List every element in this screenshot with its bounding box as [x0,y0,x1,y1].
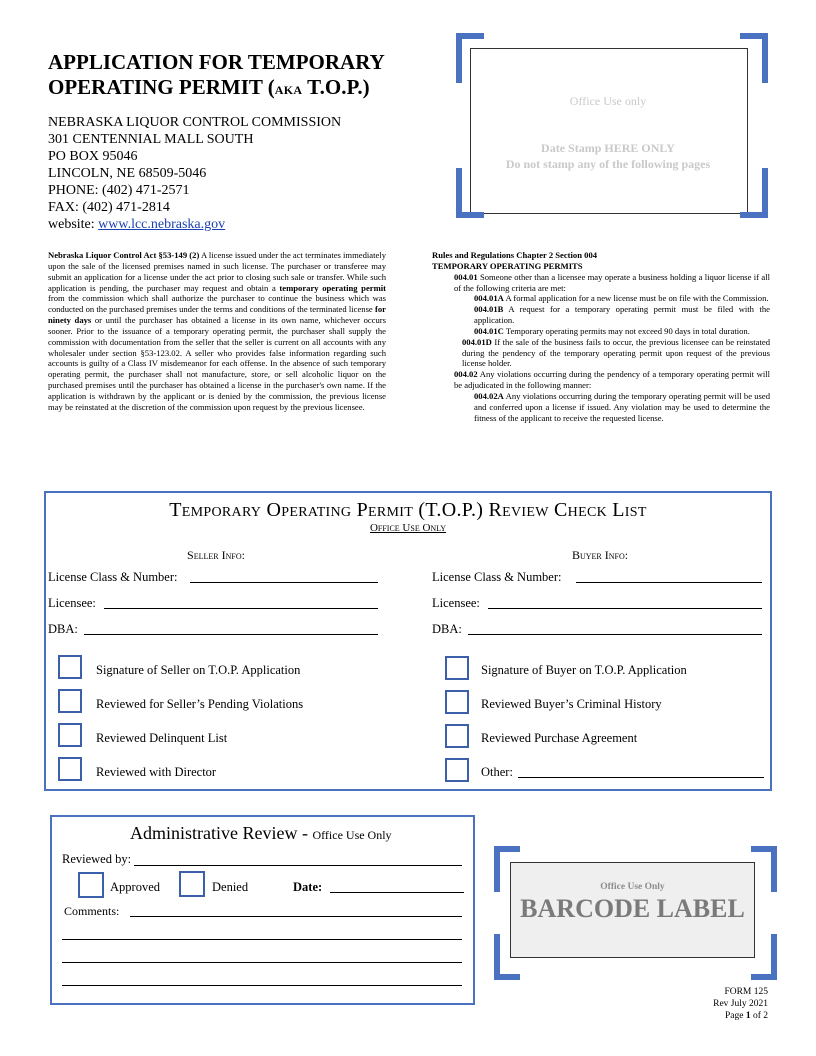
delinquent-list-label: Reviewed Delinquent List [96,731,228,745]
seller-licensee-field[interactable] [104,608,378,609]
delinquent-list-checkbox[interactable] [58,723,82,747]
checklist-title: Temporary Operating Permit (T.O.P.) Review Check List [169,499,647,521]
rules-subheading-text: TEMPORARY OPERATING PERMITS [432,260,583,271]
act-heading: Nebraska Liquor Control Act §53-149 (2) [48,250,200,260]
act-text-3: or until the purchaser has obtained a license in its own name, whichever occurs sooner. Prior to the issuance of a temporary operating permit, the purchaser shall supply the commission with documentation from the seller that the seller is current on all accounts with any wholesaler under section §53-123.02. A seller who provides false information regarding such accounts is guilty of a Class IV misdemeanor for each offense. In the absence of such temporary operating permit, the purchaser shall not manufacture, store, or sell alcoholic liquor on the purchased premises until the purchaser has obtained a license in the purchaser's own name. If the application is withdrawn by the applicant or is denied by the commission, the previous license may be reinstated at the discretion of the commission upon request by the previous licensee. [48,315,386,412]
barcode-bracket-bottom-left [494,934,520,980]
seller-violations-checkbox[interactable] [58,689,82,713]
date-stamp-box [470,48,748,214]
rule-004-01b [432,304,770,326]
denied-checkbox[interactable] [179,871,205,897]
rule-text: If the sale of the business fails to occur, the previous licensee can be reinstated during the pendency of the temporary operating permit upon request of the previous license holder. [462,336,770,369]
stamp-bracket-bottom-left [456,168,484,218]
admin-review-title [130,823,392,844]
seller-dba-field[interactable] [84,634,378,635]
purchase-agreement-label: Reviewed Purchase Agreement [481,731,638,745]
rule-text: Someone other than a licensee may operate a business holding a liquor license if all of the following criteria are met: [454,271,770,293]
form-footer [713,986,768,1022]
rules-subheading [432,261,770,272]
comments-field-line-4[interactable] [62,985,462,986]
seller-dba-label: DBA: [48,622,78,636]
comments-label: Comments: [64,904,120,918]
rule-004-02 [432,369,770,391]
admin-title-small: Office Use Only [312,828,392,842]
date-label: Date: [293,880,323,894]
act-text-1: A license issued under the act terminates immediately upon the sale of the licensed premises named in such license. The purchaser or transferee may submit an application for a license under the act prior to closing such sale or transfer. While such application is pending, the purchaser may request and obtain a [48,250,386,293]
rule-num: 004.02 [454,369,478,380]
other-label: Other: [481,765,513,779]
agency-address [48,114,341,233]
stamp-do-not-text: Do not stamp any of the following pages [505,157,711,171]
buyer-dba-field[interactable] [468,634,762,635]
rule-text: Temporary operating permits may not exceed 90 days in total duration. [503,325,750,336]
comments-field-line-1[interactable] [130,916,462,917]
rule-num: 004.01D [462,336,492,347]
stamp-bracket-bottom-right [740,168,768,218]
seller-violations-label: Reviewed for Seller’s Pending Violations [96,697,304,711]
rule-text: Any violations occurring during the temporary operating permit will be used and conferred upon a license if issued. Any violation may be used to determine the fitness of the applicant to receive the requested license. [474,390,770,423]
comments-field-line-2[interactable] [62,939,462,940]
rule-num: 004.01C [474,325,504,336]
buyer-license-label: License Class & Number: [432,570,562,584]
form-revision: Rev July 2021 [713,999,768,1009]
approved-label: Approved [110,880,160,894]
buyer-criminal-history-label: Reviewed Buyer’s Criminal History [481,697,662,711]
buyer-signature-checkbox[interactable] [445,656,469,680]
rule-num: 004.01 [454,271,478,282]
rule-004-01d [432,337,770,370]
checklist-subtitle: Office Use Only [369,522,447,534]
rule-004-01 [432,272,770,294]
page-suffix: of 2 [750,1011,768,1021]
rule-004-01c [432,326,770,337]
reviewed-by-label: Reviewed by: [62,852,132,866]
barcode-label-text: BARCODE LABEL [520,894,745,923]
buyer-licensee-label: Licensee: [432,596,480,610]
page-number [713,1010,768,1022]
admin-title-text: Administrative Review - [130,823,313,843]
agency-name: NEBRASKA LIQUOR CONTROL COMMISSION [48,115,342,130]
rules-heading-text: Rules and Regulations Chapter 2 Section 004 [432,250,598,260]
phone: PHONE: (402) 471-2571 [48,183,190,198]
rules-section [432,250,770,424]
rule-text: A request for a temporary operating permit must be filed with the application. [474,304,770,326]
seller-info-heading: Seller Info: [187,548,245,562]
website-label: website: [48,217,99,232]
buyer-licensee-field[interactable] [488,608,762,609]
stamp-here-text: Date Stamp HERE ONLY [541,141,675,155]
rules-heading [432,250,770,261]
act-bold-2: for ninety days [48,304,386,326]
city: LINCOLN, NE 68509-5046 [48,166,207,181]
review-checklist-frame [44,491,772,791]
rule-text: Any violations occurring during the pendency of a temporary operating permit will be adjudicated in the following manner: [454,369,770,391]
date-field[interactable] [330,892,464,893]
rule-text: A formal application for a new license must be on file with the Commission. [503,293,769,304]
buyer-info-heading: Buyer Info: [571,548,629,562]
buyer-license-field[interactable] [576,582,762,583]
rule-004-01a [432,293,770,304]
seller-signature-label: Signature of Seller on T.O.P. Application [96,663,301,677]
rule-num: 004.01B [474,304,504,315]
seller-license-field[interactable] [190,582,378,583]
stamp-bracket-top-left [456,33,484,83]
form-number: FORM 125 [724,987,768,997]
title-aka: AKA [274,83,303,97]
page-prefix: Page [724,1011,746,1021]
rule-num: 004.02A [474,390,504,401]
seller-signature-checkbox[interactable] [58,655,82,679]
rule-004-02a [432,391,770,424]
other-field[interactable] [518,777,764,778]
page-current: 1 [745,1011,751,1021]
reviewed-by-field[interactable] [134,865,462,866]
rule-num: 004.01A [474,293,504,304]
stamp-office-use: Office Use only [569,94,647,108]
stamp-instructions [470,140,746,172]
po-box: PO BOX 95046 [48,149,138,164]
seller-licensee-label: Licensee: [48,596,96,610]
seller-license-label: License Class & Number: [48,570,178,584]
act-text-2: from the commission which shall authorize the purchaser to continue the business which was conducted on the purchased premises under the terms and conditions of the terminated license [48,293,386,315]
barcode-office-use: Office Use Only [600,882,665,892]
purchase-agreement-checkbox[interactable] [445,724,469,748]
title-line-2 [48,75,448,103]
buyer-signature-label: Signature of Buyer on T.O.P. Application [481,663,687,677]
website-link[interactable]: www.lcc.nebraska.gov [98,217,226,232]
comments-field-line-3[interactable] [62,962,462,963]
title-line-1: APPLICATION FOR TEMPORARY [48,50,385,74]
stamp-bracket-top-right [740,33,768,83]
liquor-act-paragraph [48,250,386,413]
barcode-bracket-bottom-right [751,934,777,980]
director-review-label: Reviewed with Director [96,765,217,779]
buyer-dba-label: DBA: [432,622,462,636]
approved-checkbox[interactable] [78,872,104,898]
fax: FAX: (402) 471-2814 [48,200,170,215]
title-part-a: OPERATING PERMIT ( [48,75,275,99]
page-title [48,50,448,103]
other-checkbox[interactable] [445,758,469,782]
denied-label: Denied [212,880,249,894]
website-row [48,216,341,233]
director-review-checkbox[interactable] [58,757,82,781]
title-part-b: T.O.P.) [302,75,370,99]
street: 301 CENTENNIAL MALL SOUTH [48,132,254,147]
act-bold-1: temporary operating permit [279,282,386,293]
buyer-criminal-history-checkbox[interactable] [445,690,469,714]
